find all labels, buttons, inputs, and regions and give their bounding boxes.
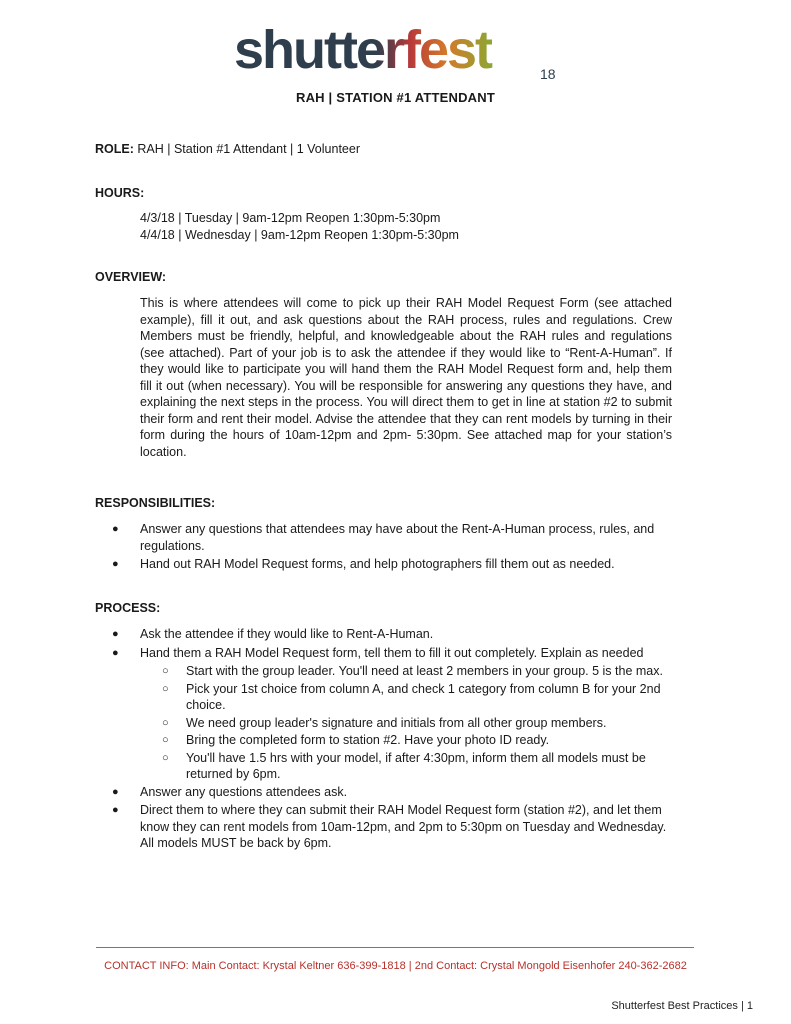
list-item — [112, 802, 682, 852]
list-item-text: Answer any questions attendees ask. — [140, 784, 348, 799]
sub-item-text: Start with the group leader. You'll need at least 2 members in your group. 5 is the max. — [186, 664, 663, 678]
page-title: RAH | STATION #1 ATTENDANT — [295, 90, 496, 105]
hours-line: 4/4/18 | Wednesday | 9am-12pm Reopen 1:30pm-5:30pm — [140, 228, 459, 242]
shutterfest-logo — [234, 22, 564, 86]
list-item-text: Ask the attendee if they would like to Rent-A-Human. — [140, 627, 434, 641]
list-item-text: Hand out RAH Model Request forms, and help photographers fill them out as needed. — [140, 557, 615, 571]
role-label: ROLE: — [95, 142, 134, 156]
sub-item-text: We need group leader's signature and initials from all other group members. — [186, 715, 607, 730]
bullet-icon: ● — [112, 628, 119, 640]
hours-heading: HOURS: — [95, 186, 145, 200]
sub-item-text: Bring the completed form to station #2. Have your photo ID ready. — [186, 733, 550, 747]
circle-bullet-icon: ○ — [162, 751, 169, 764]
sub-item-text: Pick your 1st choice from column A, and check 1 category from column B for your 2nd choice. — [186, 681, 661, 712]
bullet-icon: ● — [112, 785, 119, 798]
footer-divider — [96, 947, 694, 948]
sub-list-item — [112, 681, 682, 714]
circle-bullet-icon: ○ — [162, 682, 169, 695]
list-item — [112, 556, 682, 573]
responsibilities-list — [112, 521, 682, 575]
overview-paragraph: This is where attendees will come to pick up their RAH Model Request Form (see attached example), fill it out, and ask questions about the RAH process, rules and regulations. Crew Members must be friendly, helpful, and knowledgeable about the RAH rules and regulations (see attached). Part of your job is to ask the attendee if they would like to “Rent-A-Human”. If they would like to participate you will hand them the RAH Model Request form and, help them fill it out (when necessary). You will be responsible for answering any questions they have, and explaining the next steps in the process. You will direct them to get in line at station #2 to submit their form and rent their model. Advise the attendee that they can rent models by turning in their form during the hours of 10am-12pm and 2pm- 5:30pm. See attached map for your station’s location. — [140, 296, 672, 459]
role-line — [95, 142, 360, 156]
list-item-text: Answer any questions that attendees may have about the Rent-A-Human process, rules, and regulations. — [140, 522, 655, 553]
sub-list-item — [112, 663, 682, 680]
overview-heading: OVERVIEW: — [95, 270, 167, 284]
bullet-icon: ● — [112, 646, 119, 659]
bullet-icon: ● — [112, 804, 119, 816]
hours-line: 4/3/18 | Tuesday | 9am-12pm Reopen 1:30pm-5:30pm — [140, 211, 441, 225]
list-item — [112, 626, 682, 643]
circle-bullet-icon: ○ — [162, 716, 169, 729]
logo-year: 18 — [540, 66, 556, 82]
page-footer: Shutterfest Best Practices | 1 — [611, 1000, 753, 1012]
sub-item-text: You'll have 1.5 hrs with your model, if after 4:30pm, inform them all models must be returned by 6pm. — [186, 750, 646, 781]
list-item — [112, 521, 682, 554]
hours-list — [140, 210, 459, 244]
process-list — [112, 626, 682, 854]
role-value: RAH | Station #1 Attendant | 1 Volunteer — [133, 142, 360, 156]
bullet-icon: ● — [112, 523, 119, 535]
sub-list-item — [112, 715, 682, 732]
circle-bullet-icon: ○ — [162, 734, 169, 746]
list-item — [112, 784, 682, 801]
list-item-text: Direct them to where they can submit their RAH Model Request form (station #2), and let them know they can rent models from 10am-12pm, and 2pm to 5:30pm on Tuesday and Wednesday. All models MUST be back by 6pm. — [140, 803, 667, 850]
circle-bullet-icon: ○ — [162, 665, 169, 677]
process-heading: PROCESS: — [95, 601, 161, 615]
list-item — [112, 645, 682, 662]
sub-list-item — [112, 732, 682, 749]
sub-list-item — [112, 750, 682, 783]
logo-word: shutterfest — [234, 22, 492, 80]
responsibilities-heading: RESPONSIBILITIES: — [95, 496, 216, 510]
contact-info: CONTACT INFO: Main Contact: Krystal Keltner 636-399-1818 | 2nd Contact: Crystal Mongold Eisenhofer 240-362-2682 — [104, 960, 687, 972]
list-item-text: Hand them a RAH Model Request form, tell them to fill it out completely. Explain as needed — [140, 645, 644, 660]
bullet-icon: ● — [112, 558, 119, 570]
